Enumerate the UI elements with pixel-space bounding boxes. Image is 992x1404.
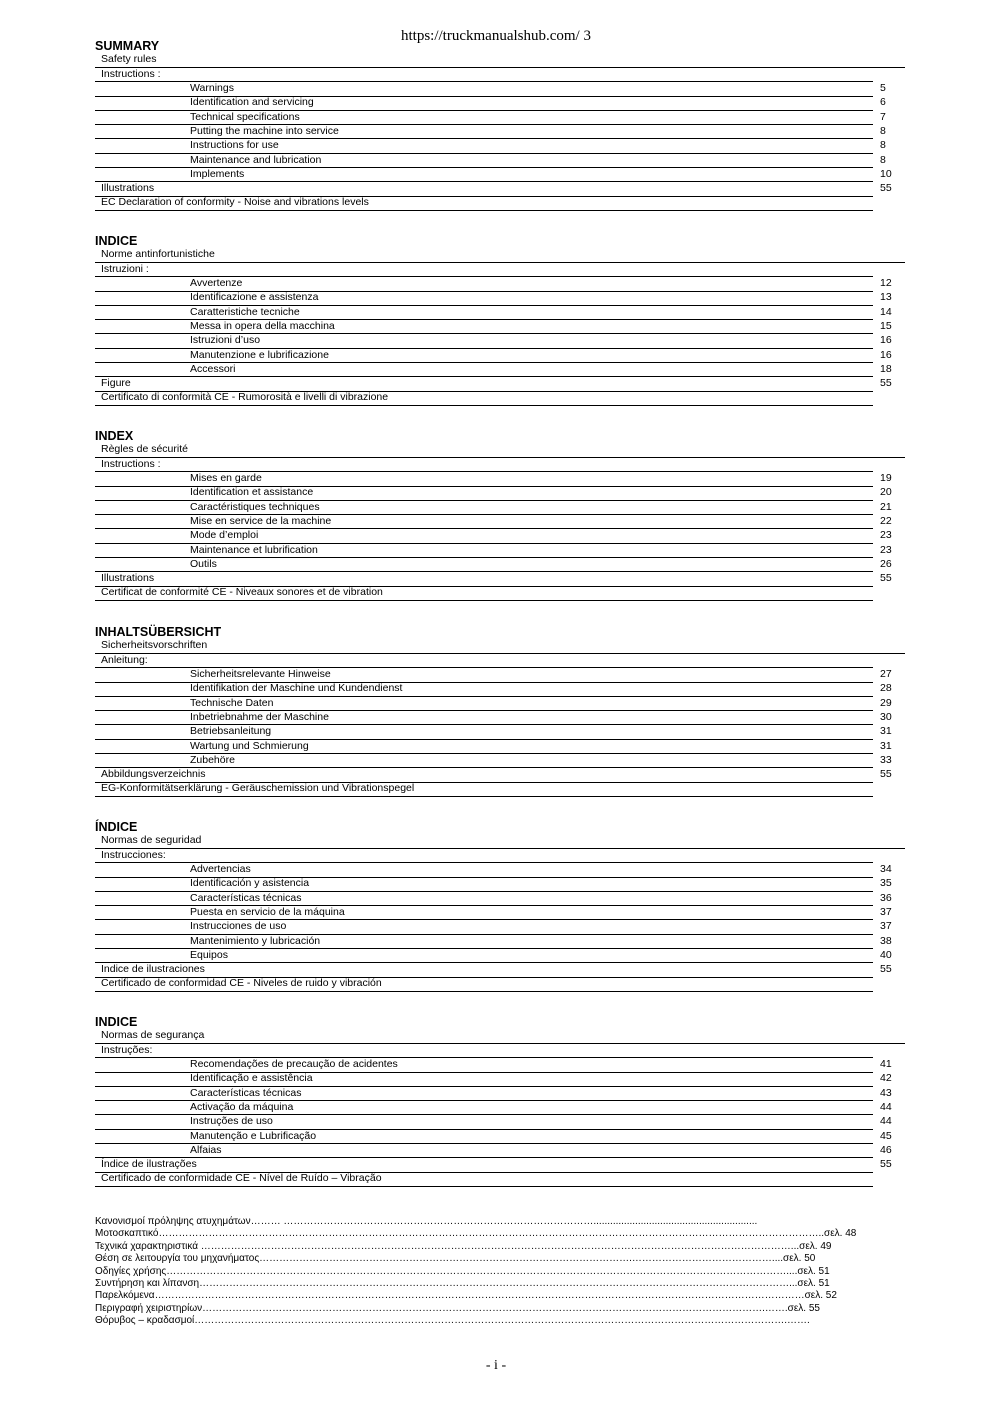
rule-line bbox=[95, 796, 873, 797]
entry-title: Caratteristiche tecniche bbox=[190, 305, 300, 318]
toc-entry bbox=[0, 125, 992, 139]
entry-title: Accessori bbox=[190, 362, 236, 375]
entry-page: 21 bbox=[880, 500, 892, 513]
entry-page: 5 bbox=[880, 82, 886, 94]
toc-entry bbox=[0, 349, 992, 363]
entry-title: Inbetriebnahme der Maschine bbox=[190, 710, 329, 723]
entry-title: Avvertenze bbox=[190, 277, 243, 289]
entry-title: Indice de ilustraciones bbox=[101, 963, 205, 976]
entry-page: 42 bbox=[880, 1072, 892, 1085]
entry-title: Putting the machine into service bbox=[190, 124, 339, 137]
rule-line bbox=[95, 405, 873, 406]
toc-entry bbox=[0, 558, 992, 572]
greek-entry: Θέση σε λειτουργία του μηχανήματος………………………………………………………………………………………………….……………………………………....σελ. 50 bbox=[95, 1253, 816, 1265]
declaration-title: EC Declaration of conformity - Noise and vibrations levels bbox=[101, 196, 369, 209]
entry-page: 55 bbox=[880, 963, 892, 976]
entry-page: 36 bbox=[880, 891, 892, 904]
entry-title: Identificación y asistencia bbox=[190, 877, 310, 890]
entry-page: 16 bbox=[880, 334, 892, 347]
illustrations-entry bbox=[0, 768, 992, 782]
toc-entry bbox=[0, 96, 992, 110]
entry-title: Illustrations bbox=[101, 182, 155, 195]
entry-title: Manutenzione e lubrificazione bbox=[190, 348, 329, 361]
toc-entry bbox=[0, 754, 992, 768]
greek-entry: Οδηγίες χρήσης……………………………………………………………………………………………………………………………………………………………………....σελ. 51 bbox=[95, 1265, 830, 1277]
header-url: https://truckmanualshub.com/ 3 bbox=[401, 28, 591, 44]
entry-title: Características técnicas bbox=[190, 891, 302, 904]
toc-entry bbox=[0, 725, 992, 739]
illustrations-entry bbox=[0, 963, 992, 977]
safety-rules-label: Sicherheitsvorschriften bbox=[101, 639, 208, 651]
entry-title: Identification et assistance bbox=[190, 486, 314, 499]
entry-page: 8 bbox=[880, 139, 886, 152]
entry-page: 46 bbox=[880, 1143, 892, 1156]
section-title: SUMMARY bbox=[95, 39, 160, 53]
toc-entry bbox=[0, 711, 992, 725]
entry-page: 30 bbox=[880, 710, 892, 723]
declaration-entry bbox=[0, 196, 992, 210]
toc-entry bbox=[0, 877, 992, 891]
page-number: - i - bbox=[485, 1358, 507, 1373]
entry-page: 35 bbox=[880, 877, 892, 890]
entry-title: Messa in opera della macchina bbox=[190, 319, 335, 332]
toc-entry bbox=[0, 1130, 992, 1144]
toc-entry bbox=[0, 892, 992, 906]
entry-page: 41 bbox=[880, 1058, 892, 1070]
greek-contents bbox=[95, 1216, 905, 1328]
entry-page: 14 bbox=[880, 305, 892, 318]
rule-line bbox=[95, 600, 873, 601]
entry-page: 55 bbox=[880, 768, 892, 781]
entry-page: 22 bbox=[880, 514, 892, 527]
toc-entry bbox=[0, 1144, 992, 1158]
declaration-entry bbox=[0, 586, 992, 600]
entry-title: Identification and servicing bbox=[190, 96, 314, 109]
instructions-label: Anleitung: bbox=[101, 654, 148, 666]
instructions-label: Istruzioni : bbox=[101, 263, 149, 275]
toc-entry bbox=[0, 697, 992, 711]
greek-entry: Συντήρηση και λίπανση……………………………………………………………………………………………………………………………………………………………...σελ. 51 bbox=[95, 1278, 830, 1290]
entry-page: 12 bbox=[880, 277, 892, 289]
entry-title: Instrucciones de uso bbox=[190, 920, 287, 933]
declaration-entry bbox=[0, 391, 992, 405]
entry-page: 43 bbox=[880, 1086, 892, 1099]
entry-title: Outils bbox=[190, 557, 217, 570]
instructions-label: Instructions : bbox=[101, 458, 161, 470]
entry-title: Mise en service de la machine bbox=[190, 514, 332, 527]
illustrations-entry bbox=[0, 377, 992, 391]
entry-title: Sicherheitsrelevante Hinweise bbox=[190, 668, 331, 680]
entry-title: Istruzioni d’uso bbox=[190, 334, 261, 347]
entry-page: 19 bbox=[880, 472, 892, 484]
illustrations-entry bbox=[0, 572, 992, 586]
section-title: INHALTSÜBERSICHT bbox=[95, 625, 222, 639]
toc-entry bbox=[0, 154, 992, 168]
rule-line bbox=[95, 991, 873, 992]
instructions-label: Instructions : bbox=[101, 68, 161, 80]
entry-page: 37 bbox=[880, 905, 892, 918]
entry-page: 20 bbox=[880, 486, 892, 499]
entry-page: 44 bbox=[880, 1100, 892, 1113]
rule-line bbox=[95, 1186, 873, 1187]
toc-entry bbox=[0, 1058, 992, 1072]
entry-title: Alfaias bbox=[190, 1143, 222, 1156]
entry-title: Instructions for use bbox=[190, 139, 279, 152]
greek-entry: Περιγραφή χειριστηρίων…………………………………………………………………………………………………………………………………………………….…….σελ. 55 bbox=[95, 1302, 820, 1314]
entry-page: 15 bbox=[880, 319, 892, 332]
rule-line bbox=[95, 262, 905, 263]
entry-title: Puesta en servicio de la máquina bbox=[190, 905, 345, 918]
entry-page: 31 bbox=[880, 739, 892, 752]
entry-title: Equipos bbox=[190, 948, 228, 961]
toc-entry bbox=[0, 906, 992, 920]
declaration-entry bbox=[0, 1172, 992, 1186]
toc-entry bbox=[0, 515, 992, 529]
entry-page: 55 bbox=[880, 1158, 892, 1171]
entry-page: 8 bbox=[880, 124, 886, 137]
illustrations-entry bbox=[0, 1158, 992, 1172]
entry-title: Betriebsanleitung bbox=[190, 725, 272, 738]
entry-title: Figure bbox=[101, 377, 131, 390]
entry-page: 7 bbox=[880, 110, 886, 123]
entry-page: 45 bbox=[880, 1129, 892, 1142]
toc-entry bbox=[0, 1072, 992, 1086]
entry-page: 10 bbox=[880, 167, 892, 180]
entry-title: Technische Daten bbox=[190, 696, 274, 709]
toc-entry bbox=[0, 320, 992, 334]
toc-entry bbox=[0, 668, 992, 682]
toc-entry bbox=[0, 291, 992, 305]
safety-rules-label: Normas de seguridad bbox=[101, 834, 202, 846]
entry-title: Activação da máquina bbox=[190, 1100, 294, 1113]
safety-rules-label: Normas de segurança bbox=[101, 1029, 205, 1041]
greek-entry: Μοτοσκαπτικό………………………………………………………………………………………………………………………………………………………………………………..σελ. 48 bbox=[95, 1228, 857, 1240]
toc-entry bbox=[0, 863, 992, 877]
toc-entry bbox=[0, 111, 992, 125]
toc-entry bbox=[0, 363, 992, 377]
entry-title: Maintenance et lubrification bbox=[190, 543, 318, 556]
greek-entry: Θόρυβος – κραδασμοί…………………………………………………………………………………………………………………………………………………………….……. bbox=[95, 1315, 810, 1327]
entry-page: 8 bbox=[880, 153, 886, 166]
entry-title: Mode d’emploi bbox=[190, 529, 259, 542]
instructions-label: Instrucciones: bbox=[101, 849, 166, 861]
entry-title: Zubehöre bbox=[190, 753, 235, 766]
declaration-title: Certificado de conformidad CE - Niveles de ruido y vibración bbox=[101, 977, 382, 990]
entry-page: 13 bbox=[880, 291, 892, 304]
entry-title: Caractéristiques techniques bbox=[190, 500, 320, 513]
greek-entry: Παρελκόμενα……………………………………………………………………………………………………………………………………………………………………………σελ. 52 bbox=[95, 1290, 837, 1302]
entry-page: 55 bbox=[880, 182, 892, 195]
toc-entry bbox=[0, 1087, 992, 1101]
entry-page: 23 bbox=[880, 529, 892, 542]
section-title: INDICE bbox=[95, 1015, 138, 1029]
entry-page: 38 bbox=[880, 934, 892, 947]
toc-entry bbox=[0, 740, 992, 754]
entry-page: 33 bbox=[880, 753, 892, 766]
entry-title: Identificação e assistência bbox=[190, 1072, 313, 1085]
toc-entry bbox=[0, 306, 992, 320]
entry-page: 29 bbox=[880, 696, 892, 709]
rule-line bbox=[95, 848, 905, 849]
entry-title: Abbildungsverzeichnis bbox=[101, 768, 206, 781]
entry-title: Mantenimiento y lubricación bbox=[190, 934, 321, 947]
entry-page: 23 bbox=[880, 543, 892, 556]
rule-line bbox=[95, 457, 905, 458]
declaration-title: EG-Konformitätserklärung - Geräuschemission und Vibrationspegel bbox=[101, 782, 415, 795]
entry-title: Warnings bbox=[190, 82, 234, 94]
entry-page: 44 bbox=[880, 1115, 892, 1128]
entry-title: Advertencias bbox=[190, 863, 251, 875]
entry-page: 40 bbox=[880, 948, 892, 961]
entry-page: 18 bbox=[880, 362, 892, 375]
toc-entry bbox=[0, 334, 992, 348]
toc-entry bbox=[0, 82, 992, 96]
entry-page: 27 bbox=[880, 668, 892, 680]
entry-title: Technical specifications bbox=[190, 110, 300, 123]
illustrations-entry bbox=[0, 182, 992, 196]
rule-line bbox=[95, 210, 873, 211]
toc-entry bbox=[0, 472, 992, 486]
declaration-title: Certificado de conformidade CE - Nível de Ruído – Vibração bbox=[101, 1172, 382, 1185]
declaration-title: Certificat de conformité CE - Niveaux sonores et de vibration bbox=[101, 586, 383, 599]
rule-line bbox=[95, 653, 905, 654]
toc-entry bbox=[0, 935, 992, 949]
entry-page: 31 bbox=[880, 725, 892, 738]
greek-entry: Τεχνικά χαρακτηριστικά ……………………………………………………………………………………………………………………………………………………………...σελ. 49 bbox=[95, 1240, 832, 1252]
entry-title: Instruções de uso bbox=[190, 1115, 273, 1128]
entry-title: Maintenance and lubrication bbox=[190, 153, 322, 166]
entry-title: Implements bbox=[190, 167, 245, 180]
entry-page: 16 bbox=[880, 348, 892, 361]
declaration-entry bbox=[0, 782, 992, 796]
entry-page: 34 bbox=[880, 863, 892, 875]
entry-title: Identifikation der Maschine und Kundendienst bbox=[190, 682, 403, 695]
entry-title: Identificazione e assistenza bbox=[190, 291, 319, 304]
entry-page: 28 bbox=[880, 682, 892, 695]
toc-entry bbox=[0, 920, 992, 934]
declaration-title: Certificato di conformità CE - Rumorosità e livelli di vibrazione bbox=[101, 391, 389, 404]
toc-entry bbox=[0, 139, 992, 153]
entry-title: Mises en garde bbox=[190, 472, 262, 484]
safety-rules-label: Règles de sécurité bbox=[101, 443, 188, 455]
entry-title: Recomendações de precaução de acidentes bbox=[190, 1058, 398, 1070]
instructions-label: Instruções: bbox=[101, 1044, 153, 1056]
rule-line bbox=[95, 67, 905, 68]
entry-page: 55 bbox=[880, 377, 892, 390]
toc-entry bbox=[0, 168, 992, 182]
toc-entry bbox=[0, 1115, 992, 1129]
section-title: INDEX bbox=[95, 429, 134, 443]
entry-title: Wartung und Schmierung bbox=[190, 739, 309, 752]
entry-title: Índice de ilustrações bbox=[101, 1158, 197, 1171]
rule-line bbox=[95, 1043, 905, 1044]
toc-entry bbox=[0, 1101, 992, 1115]
entry-page: 55 bbox=[880, 572, 892, 585]
toc-entry bbox=[0, 277, 992, 291]
section-title: INDICE bbox=[95, 234, 138, 248]
safety-rules-label: Norme antinfortunistiche bbox=[101, 248, 215, 260]
declaration-entry bbox=[0, 977, 992, 991]
section-title: ÍNDICE bbox=[95, 820, 138, 834]
greek-entry: Κανονισμοί πρόληψης ατυχημάτων……… …………………………………………………………………………………........................................................... bbox=[95, 1216, 758, 1227]
entry-title: Manutenção e Lubrificação bbox=[190, 1129, 317, 1142]
entry-title: Características técnicas bbox=[190, 1086, 302, 1099]
safety-rules-label: Safety rules bbox=[101, 53, 157, 65]
entry-page: 26 bbox=[880, 557, 892, 570]
toc-entry bbox=[0, 949, 992, 963]
entry-page: 6 bbox=[880, 96, 886, 109]
toc-entry bbox=[0, 501, 992, 515]
entry-page: 37 bbox=[880, 920, 892, 933]
entry-title: Illustrations bbox=[101, 572, 155, 585]
toc-entry bbox=[0, 486, 992, 500]
toc-entry bbox=[0, 682, 992, 696]
toc-entry bbox=[0, 529, 992, 543]
toc-entry bbox=[0, 544, 992, 558]
